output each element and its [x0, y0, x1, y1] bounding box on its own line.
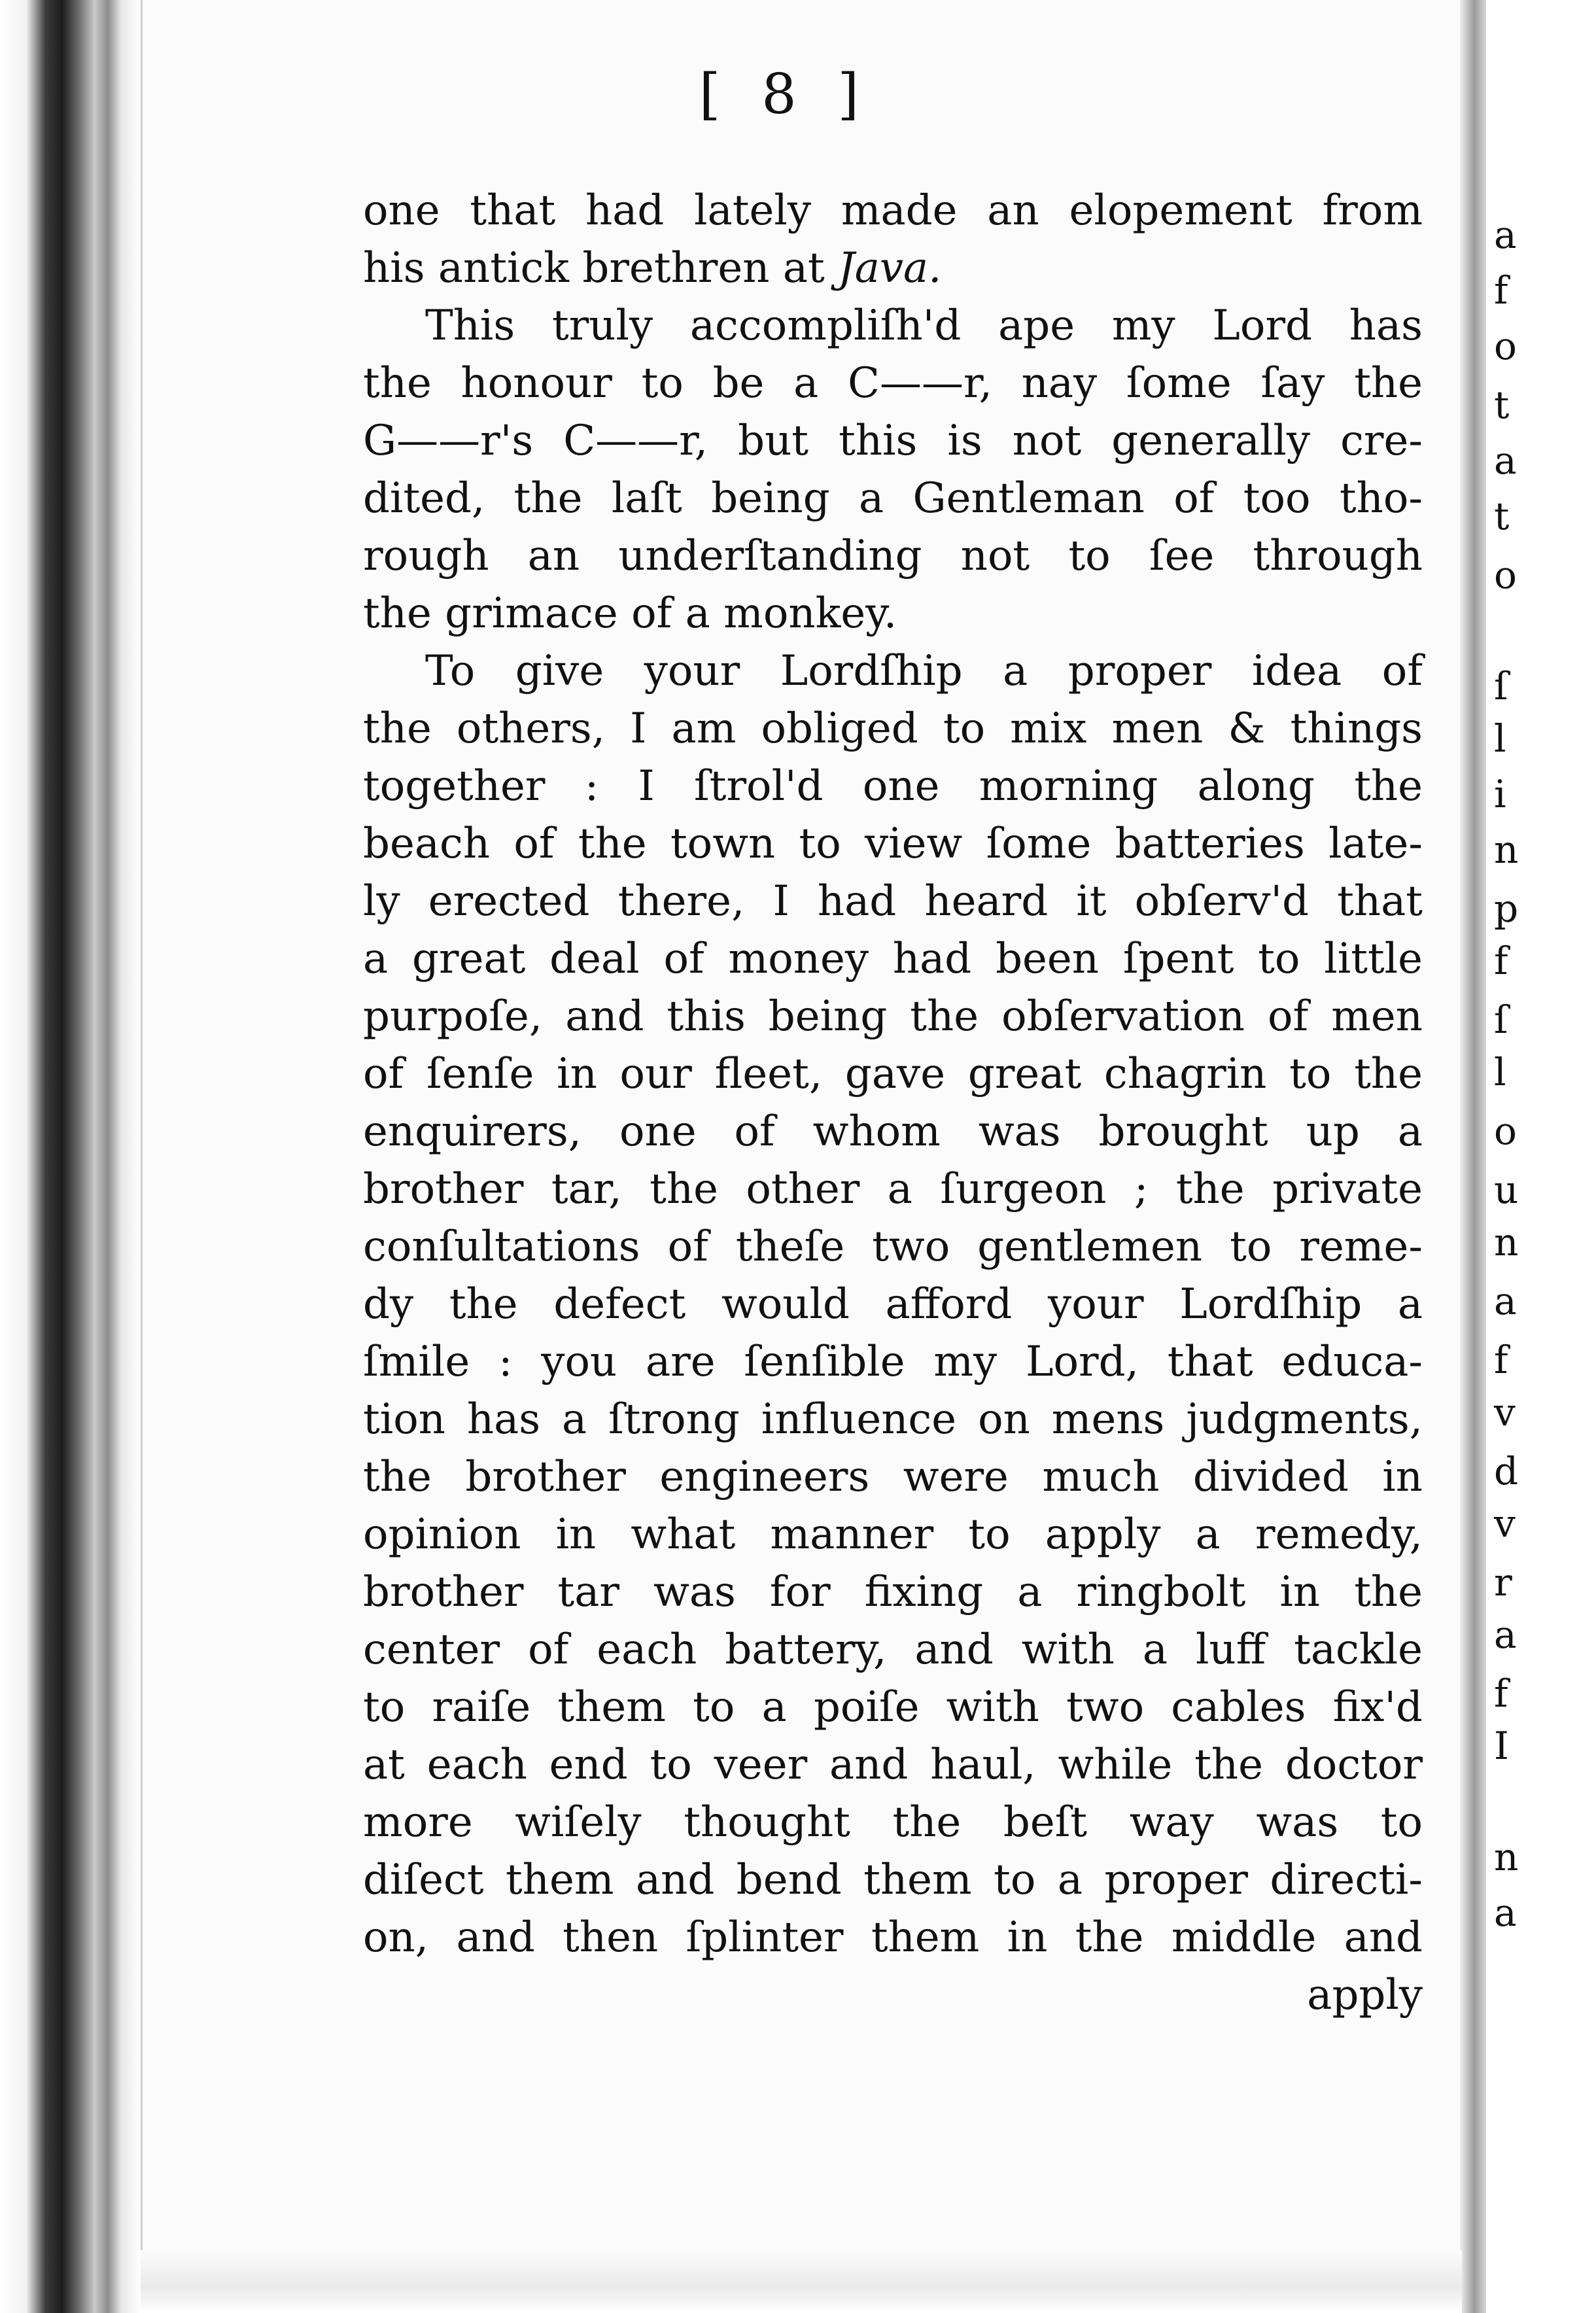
text-line: conſultations of theſe two gentlemen to reme- [363, 1223, 1423, 1271]
text-line: tion has a ſtrong influence on mens judgments, [363, 1395, 1423, 1444]
text-line: the brother engineers were much divided in [363, 1453, 1423, 1501]
text-line: together : I ſtrol'd one morning along the [363, 762, 1423, 810]
text-line: beach of the town to view ſome batteries late- [363, 820, 1423, 868]
facing-page-letter: v [1494, 1390, 1516, 1435]
facing-page-letter: v [1494, 1501, 1516, 1546]
page-edge-shadow [1460, 0, 1486, 2313]
facing-page-letter: n [1494, 827, 1519, 872]
text-line: at each end to veer and haul, while the doctor [363, 1741, 1423, 1789]
text-line: enquirers, one of whom was brought up a [363, 1107, 1423, 1156]
text-line: of ſenſe in our fleet, gave great chagrin to the [363, 1050, 1423, 1098]
text-line: a great deal of money had been ſpent to little [363, 935, 1423, 983]
text-line: brother tar was for fixing a ringbolt in the [363, 1568, 1423, 1616]
text-fragment: his antick brethren at [363, 244, 825, 292]
facing-page-letter: f [1494, 939, 1508, 983]
text-line: the others, I am obliged to mix men & things [363, 704, 1423, 753]
facing-page-letter: u [1494, 1168, 1519, 1212]
text-line: the grimace of a monkey. [363, 589, 897, 638]
text-line: G——r's C——r, but this is not generally cre- [363, 417, 1423, 465]
facing-page-letter: n [1494, 1220, 1519, 1264]
text-line: to raiſe them to a poiſe with two cables fix'd [363, 1683, 1423, 1731]
text-line: rough an underſtanding not to ſee through [363, 532, 1423, 580]
facing-page-letter: p [1494, 886, 1519, 931]
facing-page-fragment [1486, 0, 1596, 2313]
facing-page-letter: o [1494, 1109, 1517, 1153]
text-line: on, and then ſplinter them in the middle and [363, 1913, 1423, 1962]
facing-page-letter: l [1494, 716, 1506, 761]
page-bottom-edge [141, 2250, 1462, 2313]
facing-page-letter: f [1494, 1671, 1508, 1716]
facing-page-letter: a [1494, 1279, 1517, 1323]
facing-page-letter: o [1494, 553, 1517, 597]
facing-page-letter: I [1494, 1724, 1509, 1768]
facing-page-letter: o [1494, 324, 1517, 368]
binding-gutter [0, 0, 141, 2313]
text-line: one that had lately made an elopement from [363, 186, 1423, 235]
facing-page-letter: r [1494, 1560, 1512, 1605]
text-line: ſmile : you are ſenſible my Lord, that educa- [363, 1338, 1423, 1386]
facing-page-letter: a [1494, 213, 1517, 257]
facing-page-letter: n [1494, 1835, 1519, 1879]
catchword: apply [1307, 1971, 1423, 2019]
paragraph-start-line: This truly accompliſh'd ape my Lord has [425, 302, 1423, 350]
italic-place-name: Java. [838, 244, 942, 292]
facing-page-letter: a [1494, 1890, 1517, 1935]
facing-page-letter: f [1494, 1338, 1508, 1382]
facing-page-letter: d [1494, 1449, 1519, 1493]
text-line [363, 239, 1423, 297]
facing-page-letter: t [1494, 383, 1510, 427]
facing-page-letter: a [1494, 1612, 1517, 1657]
paragraph-start-line: To give your Lordſhip a proper idea of [425, 647, 1423, 695]
page-number-header: [ 8 ] [699, 62, 871, 126]
text-line: the honour to be a C——r, nay ſome ſay the [363, 359, 1423, 408]
facing-page-letter: i [1494, 772, 1506, 816]
text-line: dy the defect would afford your Lordſhip a [363, 1280, 1423, 1329]
facing-page-letter: ſ [1494, 998, 1508, 1042]
text-line: more wiſely thought the beſt way was to [363, 1798, 1423, 1847]
facing-page-letter: a [1494, 438, 1517, 483]
text-line: opinion in what manner to apply a remedy, [363, 1510, 1423, 1559]
text-line: purpoſe, and this being the obſervation of men [363, 992, 1423, 1041]
facing-page-letter: t [1494, 494, 1510, 538]
facing-page-letter: ſ [1494, 664, 1508, 708]
facing-page-letter: f [1494, 268, 1508, 313]
text-line: center of each battery, and with a luff tackle [363, 1626, 1423, 1674]
text-line: brother tar, the other a ſurgeon ; the private [363, 1165, 1423, 1213]
text-line: diſect them and bend them to a proper directi- [363, 1856, 1423, 1904]
text-line: ly erected there, I had heard it obſerv'd that [363, 877, 1423, 926]
facing-page-letter: l [1494, 1050, 1506, 1094]
body-text [363, 182, 1423, 2024]
text-line: dited, the laſt being a Gentleman of too tho- [363, 474, 1423, 523]
